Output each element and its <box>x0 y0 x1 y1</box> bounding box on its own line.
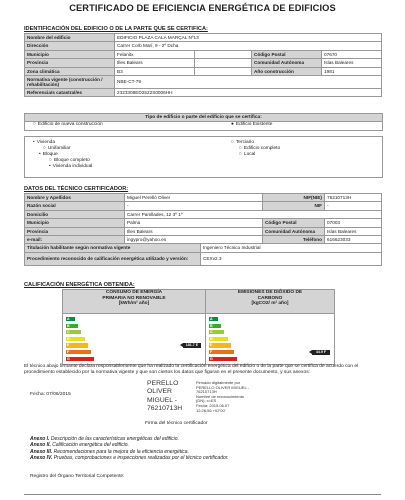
rating-bar-a: A <box>66 317 75 321</box>
tech-name-label: Nombre y Apellidos <box>25 194 125 202</box>
page-title: CERTIFICADO DE EFICIENCIA ENERGÉTICA DE EDIFICIOS <box>69 3 336 13</box>
technician-section-heading: DATOS DEL TÉCNICO CERTIFICADOR: <box>24 186 129 192</box>
declaration-date: Fecha: 07/06/2015 <box>30 392 71 397</box>
bloque-label: Bloque <box>42 152 58 157</box>
tech-address-value: Carrer Pamllades, 12 3º 1º <box>125 210 382 218</box>
tech-province-value: Illes Balears <box>125 227 263 235</box>
tech-nif-label: NIF(NIE) <box>263 194 325 202</box>
bullet-icon: • <box>33 140 35 145</box>
building-norm-label: Normativa vigente (construcción / rehabilitación) <box>25 75 115 88</box>
terciario-label: Terciario <box>235 140 255 145</box>
edificio-completo-label: Edificio completo <box>243 146 281 151</box>
new-building-label: Edificio de nueva construcción <box>37 121 103 127</box>
rating-bar-g: G <box>209 357 237 361</box>
tech-community-label: Comunidad Autónoma <box>263 227 325 235</box>
building-address-label: Dirección <box>25 42 115 50</box>
circle-icon: ○ <box>231 140 234 145</box>
rating-bar-b: B <box>66 324 78 328</box>
emissions-rating-scale <box>205 313 335 365</box>
tech-address-label: Domicilio <box>25 210 125 218</box>
tech-nif2-value: - <box>325 202 382 210</box>
annex-label: Anexo IV. <box>30 455 53 462</box>
tech-province-label: Provincia <box>25 227 125 235</box>
building-province-label: Provincia <box>25 59 115 67</box>
building-table <box>24 33 382 97</box>
rating-bar-f: F <box>209 350 234 354</box>
tech-procedure-label: Procedimiento reconocido de calificación energética utilizado y versión: <box>25 252 201 265</box>
energy-header-unit: [kWh/m² año] <box>118 301 150 307</box>
declaration-text: El técnico abajo firmante declara responsablemente que ha realizado la certificación energética del edificio o de la parte que se certifica de acuerdo con el procedimiento establecido por la normativa vigente y que son ciertos los datos que figuran en el presente documento, y sus anexos: <box>24 364 359 376</box>
building-province-value: Illes Balears <box>115 59 195 67</box>
bullet-icon: • <box>49 164 51 169</box>
signature-name-line4: 76210713H <box>147 405 183 413</box>
annex-item <box>30 455 229 461</box>
tech-degree-label: Titulación habilitante según normativa vigente <box>25 244 201 252</box>
building-cadastral-value: 2323308ED2522S0006HH <box>115 88 382 96</box>
building-use-box <box>24 136 383 178</box>
energy-rating-scale <box>62 313 206 365</box>
annex-label: Anexo III. <box>30 448 53 455</box>
signature-name-line3: MIGUEL - <box>147 396 177 404</box>
circle-icon: ○ <box>49 158 52 163</box>
rating-bar-c: C <box>209 330 224 334</box>
building-year-label: Año construcción <box>252 67 322 75</box>
annex-label: Anexo I. <box>30 436 50 442</box>
bloque-option <box>39 152 58 158</box>
tech-nif2-label: NIF <box>263 202 325 210</box>
rating-bar-g: G <box>66 357 94 361</box>
signature-name-line2: OLIVER <box>147 388 172 396</box>
tech-postal-value: 07003 <box>325 219 382 227</box>
vivienda-label: Vivienda <box>36 140 56 145</box>
signature-detail-line7: 12:26:56 +02'00' <box>196 407 226 413</box>
vivienda-individual-label: Vivienda individual <box>52 164 93 169</box>
rating-bar-d: D <box>66 337 85 341</box>
energy-header-line2: PRIMARIA NO RENOVABLE <box>102 295 166 301</box>
signature-detail-line3: 76210713H <box>196 389 217 395</box>
annex-text: Pruebas, comprobaciones e inspecciones realizadas por el técnico certificador. <box>53 455 229 462</box>
rating-value-marker: 44.9 F <box>312 350 330 355</box>
circle-icon: ○ <box>239 152 242 157</box>
emissions-header-line1: EMISIONES DE DIÓXIDO DE <box>237 290 303 295</box>
signature-detail-line6: Fecha: 2015.06.07 <box>196 402 230 408</box>
technician-table <box>24 193 382 266</box>
rating-bar-d: D <box>209 337 228 341</box>
bottom-divider <box>24 494 381 495</box>
bloque-completo-label: Bloque completo <box>53 158 90 163</box>
signature-caption: Firma del técnico certificador <box>145 421 208 426</box>
building-community-value: Islas Baleares <box>322 59 382 67</box>
building-type-header-box <box>24 113 383 131</box>
bloque-completo-option <box>49 158 90 164</box>
digital-signature-details <box>196 381 249 413</box>
tech-community-value: Islas Baleares <box>325 227 382 235</box>
tech-email-value: ingypro@yahoo.es <box>125 235 263 243</box>
local-option <box>239 152 255 158</box>
tech-phone-value: 616623033 <box>325 235 382 243</box>
tech-degree-value: Ingeniero Técnico Industrial <box>201 244 382 252</box>
emissions-rating-header <box>205 289 335 314</box>
circle-icon: ○ <box>43 146 46 151</box>
vivienda-option <box>33 140 55 146</box>
annex-text: Descripción de las características energéticas del edificio. <box>50 436 179 442</box>
rating-bar-a: A <box>209 317 218 321</box>
edificio-completo-option <box>239 146 280 152</box>
building-name-label: Nombre del edificio <box>25 34 115 42</box>
rating-section-heading: CALIFICACIÓN ENERGÉTICA OBTENIDA: <box>24 282 135 288</box>
signature-detail-line2: PERELLO OLIVER MIGUEL - <box>196 384 249 390</box>
unifamiliar-option <box>43 146 71 152</box>
building-community-label: Comunidad Autónoma <box>252 59 322 67</box>
existing-building-label: Edificio Existente <box>235 121 273 127</box>
building-type-heading: Tipo de edificio o parte del edificio que se certifica: <box>25 114 382 122</box>
signature-detail-line1: Firmado digitalmente por <box>196 380 241 385</box>
building-municipality-value: Felanitx <box>115 50 195 58</box>
emissions-header-unit: [kgCO2/ m² año] <box>251 301 289 307</box>
registry-label: Registro del Órgano Territorial Competente: <box>30 474 125 479</box>
building-climate-label: Zona climática <box>25 67 115 75</box>
annex-list <box>30 436 229 462</box>
existing-building-option <box>231 122 272 128</box>
tech-company-label: Razón social <box>25 202 125 210</box>
building-address-value: Carrer Corb Marí, 9 - 2º Dcha <box>115 42 382 50</box>
rating-bar-f: F <box>66 350 91 354</box>
circle-icon: ○ <box>239 146 242 151</box>
local-label: Local <box>243 152 256 157</box>
annex-text: Calificación energética del edificio. <box>52 442 129 449</box>
building-section-heading: IDENTIFICACIÓN DEL EDIFICIO O DE LA PARTE QUE SE CERTIFICA: <box>24 26 208 32</box>
tech-email-label: e-mail: <box>25 235 125 243</box>
rating-bar-c: C <box>66 330 81 334</box>
new-building-option <box>33 122 103 128</box>
building-norm-value: NBE-CT-79 <box>115 75 382 88</box>
tech-procedure-value: CEXv2.3 <box>201 252 382 265</box>
building-postal-label: Código Postal <box>252 50 322 58</box>
annex-label: Anexo II. <box>30 442 51 449</box>
tech-municipality-value: Palma <box>125 219 263 227</box>
building-year-value: 1981 <box>322 67 382 75</box>
digital-signature-name <box>147 380 182 414</box>
radio-unchecked-icon: ○ <box>33 121 36 127</box>
rating-bar-e: E <box>209 343 231 347</box>
vivienda-individual-option <box>49 164 92 170</box>
annex-text: Recomendaciones para la mejora de la eficiencia energética. <box>53 448 189 455</box>
tech-name-value: Miguel Perelló Oliver <box>125 194 263 202</box>
energy-rating-header <box>62 289 206 314</box>
building-municipality-label: Municipio <box>25 50 115 58</box>
building-cadastral-label: Referencia/s catastral/es <box>25 88 115 96</box>
terciario-option <box>231 140 254 146</box>
unifamiliar-label: Unifamiliar <box>47 146 71 151</box>
tech-postal-label: Código Postal <box>263 219 325 227</box>
energy-header-line1: CONSUMO DE ENERGÍA <box>105 290 163 295</box>
bullet-icon: • <box>39 152 41 157</box>
signature-detail-line4: Nombre de reconocimiento <box>196 393 245 399</box>
building-climate-value: B3 <box>115 67 195 75</box>
rating-value-marker: 181.7 E <box>183 343 201 348</box>
tech-nif-value: 76210713H <box>325 194 382 202</box>
rating-bar-e: E <box>66 343 88 347</box>
tech-phone-label: Teléfono <box>263 235 325 243</box>
emissions-header-line2: CARBONO <box>257 295 283 301</box>
tech-municipality-label: Municipio <box>25 219 125 227</box>
building-postal-value: 07670 <box>322 50 382 58</box>
signature-name-line1: PERELLO <box>147 380 179 387</box>
signature-detail-line5: (DN): c=ES <box>196 398 217 404</box>
radio-checked-icon: ● <box>231 121 234 127</box>
rating-bar-b: B <box>209 324 221 328</box>
tech-company-value: - <box>125 202 263 210</box>
building-name-value: EDIFICIO PLAZA CALA MARÇAL Nº13 <box>115 34 382 42</box>
